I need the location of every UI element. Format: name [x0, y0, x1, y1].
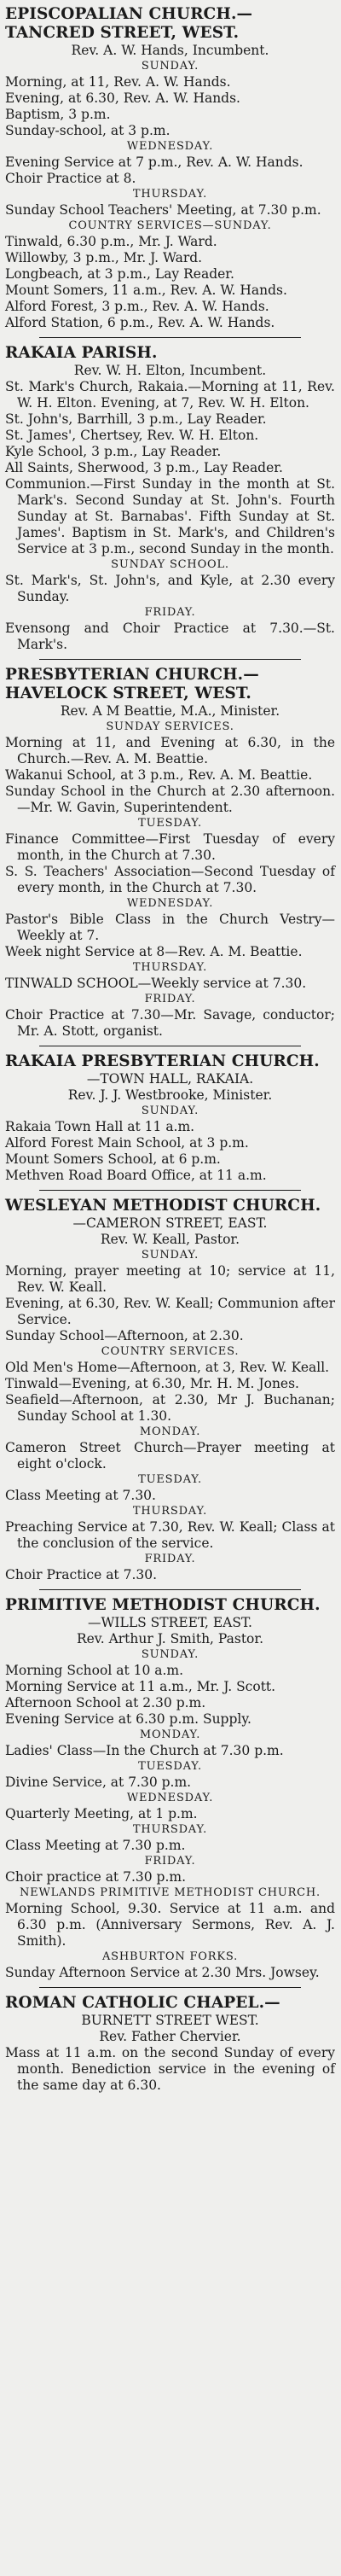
service-entry: Choir Practice at 7.30—Mr. Savage, conductor; Mr. A. Stott, organist. — [5, 1007, 335, 1039]
church-subheading: Rev. A M Beattie, M.A., Minister. — [60, 703, 280, 719]
service-entry: Evensong and Choir Practice at 7.30.—St. Mark's. — [5, 621, 335, 652]
church-subheading: —CAMERON STREET, EAST. — [72, 1215, 268, 1231]
service-entry: Tinwald, 6.30 p.m., Mr. J. Ward. — [5, 234, 217, 249]
service-entry: S. S. Teachers' Association—Second Tuesday of every month, in the Church at 7.30. — [5, 864, 335, 895]
day-label: FRIDAY. — [144, 1855, 196, 1868]
service-entry: Sunday School in the Church at 2.30 afternoon.—Mr. W. Gavin, Superintendent. — [5, 784, 335, 815]
service-entry: Quarterly Meeting, at 1 p.m. — [5, 1806, 198, 1821]
service-entry: Kyle School, 3 p.m., Lay Reader. — [5, 444, 222, 459]
service-entry: Ladies' Class—In the Church at 7.30 p.m. — [5, 1743, 284, 1758]
church-heading: ROMAN CATHOLIC CHAPEL.— — [5, 1994, 280, 2012]
service-entry: Morning School at 10 a.m. — [5, 1663, 184, 1678]
day-label: NEWLANDS PRIMITIVE METHODIST CHURCH. — [20, 1886, 321, 1899]
church-subheading: Rev. Arthur J. Smith, Pastor. — [76, 1631, 264, 1646]
service-entry: Old Men's Home—Afternoon, at 3, Rev. W. Keall. — [5, 1360, 330, 1375]
day-label: THURSDAY. — [132, 188, 208, 201]
section-divider — [39, 1987, 301, 1988]
service-entry: Class Meeting at 7.30. — [5, 1488, 156, 1503]
service-entry: Longbeach, at 3 p.m., Lay Reader. — [5, 266, 234, 282]
day-label: TUESDAY. — [138, 1760, 202, 1773]
church-subheading: Rev. J. J. Westbrooke, Minister. — [67, 1087, 273, 1103]
day-label: WEDNESDAY. — [126, 140, 214, 153]
day-label: FRIDAY. — [144, 1553, 196, 1565]
church-section — [5, 1197, 335, 1583]
service-entry: Divine Service, at 7.30 p.m. — [5, 1775, 192, 1790]
church-subheading: —TOWN HALL, RAKAIA. — [86, 1071, 254, 1087]
church-heading: PRIMITIVE METHODIST CHURCH. — [5, 1596, 321, 1614]
service-entry: Choir Practice at 7.30. — [5, 1567, 158, 1582]
church-heading: PRESBYTERIAN CHURCH.—HAVELOCK STREET, WEST. — [5, 666, 259, 702]
church-heading: WESLEYAN METHODIST CHURCH. — [5, 1197, 321, 1215]
service-entry: Evening, at 6.30, Rev. A. W. Hands. — [5, 90, 240, 106]
day-label: MONDAY. — [139, 1425, 201, 1438]
church-subheading: Rev. W. Keall, Pastor. — [100, 1232, 240, 1247]
church-heading: EPISCOPALIAN CHURCH.—TANCRED STREET, WEST. — [5, 5, 253, 42]
service-entry: Evening Service at 7 p.m., Rev. A. W. Hands. — [5, 154, 303, 170]
church-heading: RAKAIA PRESBYTERIAN CHURCH. — [5, 1052, 320, 1070]
day-label: SUNDAY. — [141, 60, 199, 73]
service-entry: Preaching Service at 7.30, Rev. W. Keall; Class at the conclusion of the service. — [5, 1519, 335, 1551]
service-entry: Mount Somers, 11 a.m., Rev. A. W. Hands. — [5, 283, 287, 298]
day-label: SUNDAY. — [141, 1104, 199, 1117]
service-entry: Sunday-school, at 3 p.m. — [5, 123, 170, 138]
service-entry: Sunday School Teachers' Meeting, at 7.30 p.m. — [5, 202, 321, 218]
service-entry: Mass at 11 a.m. on the second Sunday of every month. Benediction service in the evening of the same day at 6.30. — [5, 2045, 335, 2093]
day-label: WEDNESDAY. — [126, 897, 214, 910]
day-label: THURSDAY. — [132, 1505, 208, 1518]
day-label: TUESDAY. — [138, 817, 202, 830]
service-entry: Willowby, 3 p.m., Mr. J. Ward. — [5, 250, 203, 265]
service-entry: Morning School, 9.30. Service at 11 a.m. and 6.30 p.m. (Anniversary Sermons, Rev. A. J. Smith). — [5, 1901, 335, 1949]
section-divider — [39, 659, 301, 660]
service-entry: Choir Practice at 8. — [5, 171, 136, 186]
church-subheading: Rev. A. W. Hands, Incumbent. — [71, 43, 269, 58]
service-entry: Mount Somers School, at 6 p.m. — [5, 1151, 221, 1167]
church-heading: RAKAIA PARISH. — [5, 344, 158, 362]
church-section — [5, 344, 335, 653]
service-entry: Morning at 11, and Evening at 6.30, in the Church.—Rev. A. M. Beattie. — [5, 735, 335, 766]
day-label: SUNDAY SCHOOL. — [111, 558, 229, 571]
section-divider — [39, 337, 301, 338]
service-entry: Rakaia Town Hall at 11 a.m. — [5, 1119, 195, 1134]
day-label: SUNDAY. — [141, 1648, 199, 1661]
church-subheading: BURNETT STREET WEST. — [81, 2013, 259, 2028]
service-entry: St. Mark's Church, Rakaia.—Morning at 11, Rev. W. H. Elton. Evening, at 7, Rev. W. H. Elton. — [5, 379, 335, 411]
day-label: SUNDAY. — [141, 1249, 199, 1262]
service-entry: Alford Forest Main School, at 3 p.m. — [5, 1135, 249, 1151]
church-section — [5, 666, 335, 1040]
service-entry: Sunday Afternoon Service at 2.30 Mrs. Jowsey. — [5, 1965, 320, 1980]
service-entry: Morning, at 11, Rev. A. W. Hands. — [5, 74, 231, 90]
day-label: TUESDAY. — [138, 1473, 202, 1486]
church-subheading: Rev. W. H. Elton, Incumbent. — [73, 363, 267, 378]
day-label: MONDAY. — [139, 1728, 201, 1741]
church-section — [5, 1052, 335, 1184]
day-label: ASHBURTON FORKS. — [101, 1950, 239, 1963]
day-label: SUNDAY SERVICES. — [106, 720, 234, 733]
service-entry: Choir practice at 7.30 p.m. — [5, 1869, 186, 1885]
section-divider — [39, 1589, 301, 1590]
service-entry: Class Meeting at 7.30 p.m. — [5, 1838, 186, 1853]
service-entry: All Saints, Sherwood, 3 p.m., Lay Reader. — [5, 460, 283, 475]
day-label: COUNTRY SERVICES. — [101, 1345, 240, 1358]
church-subheading: —WILLS STREET, EAST. — [88, 1615, 252, 1630]
day-label: FRIDAY. — [144, 993, 196, 1005]
service-entry: Sunday School—Afternoon, at 2.30. — [5, 1328, 244, 1343]
church-section — [5, 5, 335, 331]
church-section — [5, 1596, 335, 1981]
service-entry: St. Mark's, St. John's, and Kyle, at 2.30 every Sunday. — [5, 573, 335, 604]
service-entry: Finance Committee—First Tuesday of every month, in the Church at 7.30. — [5, 831, 335, 863]
day-label: THURSDAY. — [132, 1823, 208, 1836]
service-entry: TINWALD SCHOOL—Weekly service at 7.30. — [5, 976, 307, 991]
day-label: THURSDAY. — [132, 961, 208, 974]
service-entry: Afternoon School at 2.30 p.m. — [5, 1695, 206, 1711]
service-entry: Seafield—Afternoon, at 2.30, Mr J. Buchanan; Sunday School at 1.30. — [5, 1392, 335, 1424]
day-label: COUNTRY SERVICES—SUNDAY. — [68, 219, 272, 232]
service-entry: Alford Station, 6 p.m., Rev. A. W. Hands. — [5, 315, 275, 330]
service-entry: Week night Service at 8—Rev. A. M. Beattie. — [5, 944, 303, 959]
service-entry: Evening, at 6.30, Rev. W. Keall; Communion after Service. — [5, 1296, 335, 1327]
service-entry: St. James', Chertsey, Rev. W. H. Elton. — [5, 428, 259, 443]
church-section — [5, 1994, 335, 2094]
service-entry: Pastor's Bible Class in the Church Vestry—Weekly at 7. — [5, 912, 335, 943]
service-entry: Evening Service at 6.30 p.m. Supply. — [5, 1711, 251, 1727]
service-entry: Baptism, 3 p.m. — [5, 107, 111, 122]
service-entry: Morning Service at 11 a.m., Mr. J. Scott. — [5, 1679, 276, 1694]
service-entry: Methven Road Board Office, at 11 a.m. — [5, 1168, 267, 1183]
service-entry: Morning, prayer meeting at 10; service at 11, Rev. W. Keall. — [5, 1263, 335, 1295]
day-label: FRIDAY. — [144, 606, 196, 619]
service-entry: Communion.—First Sunday in the month at St. Mark's. Second Sunday at St. John's. Fourth Sunday at St. Barnabas'. Fifth Sunday at St. James'. Baptism in St. Mark's, and Children's Service at 3 p.m., second Sunday in the month. — [5, 476, 335, 557]
church-subheading: Rev. Father Chervier. — [99, 2029, 241, 2044]
section-divider — [39, 1190, 301, 1191]
service-entry: Wakanui School, at 3 p.m., Rev. A. M. Beattie. — [5, 767, 313, 783]
service-entry: Cameron Street Church—Prayer meeting at eight o'clock. — [5, 1440, 335, 1472]
day-label: WEDNESDAY. — [126, 1792, 214, 1804]
service-entry: Alford Forest, 3 p.m., Rev. A. W. Hands. — [5, 299, 269, 314]
service-entry: St. John's, Barrhill, 3 p.m., Lay Reader. — [5, 411, 267, 427]
service-entry: Tinwald—Evening, at 6.30, Mr. H. M. Jones. — [5, 1376, 299, 1391]
